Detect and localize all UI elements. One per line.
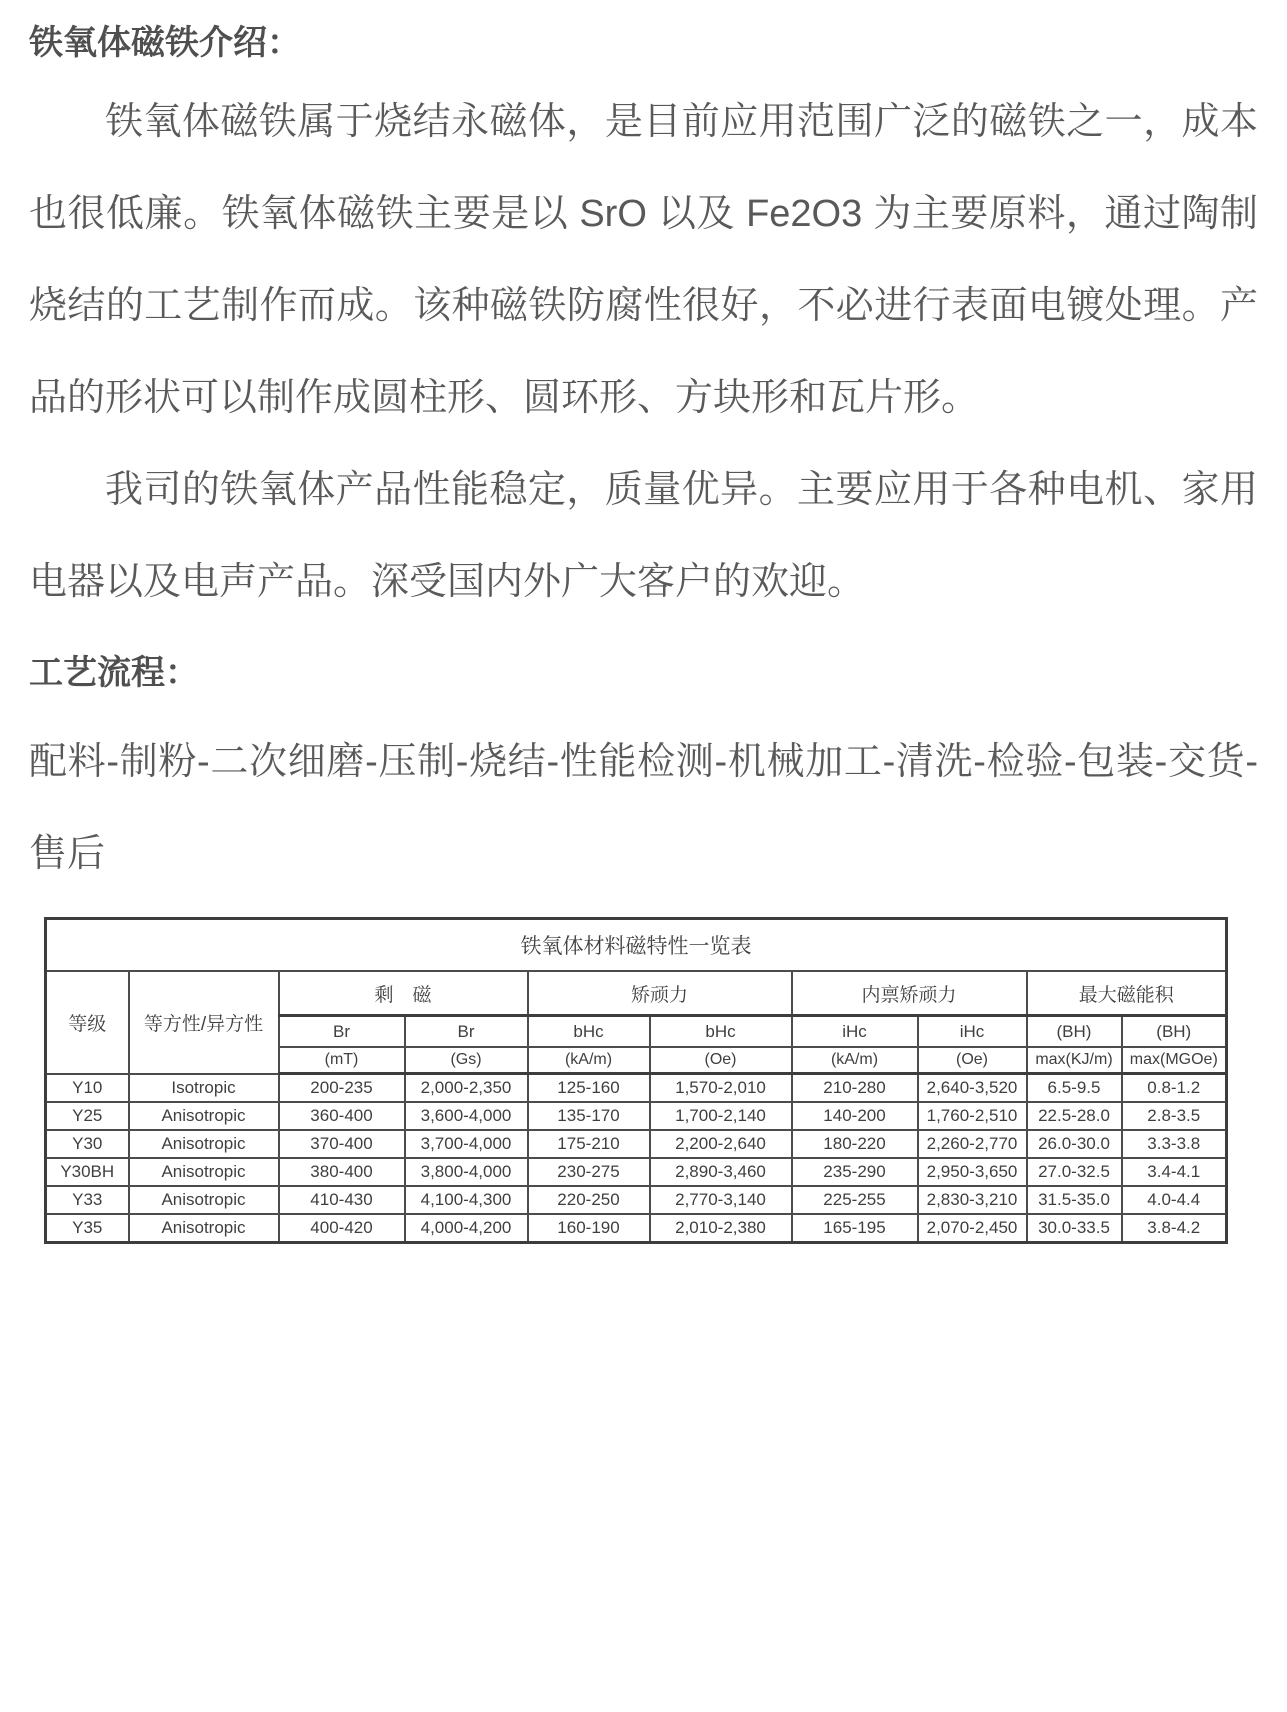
header-unit-maxmgoe: max(MGOe) bbox=[1122, 1047, 1227, 1074]
header-unit-ihc-oe: (Oe) bbox=[918, 1047, 1027, 1074]
table-cell: Y30BH bbox=[46, 1158, 129, 1186]
table-row bbox=[46, 1186, 1227, 1214]
table-cell: 2,260-2,770 bbox=[918, 1130, 1027, 1158]
table-cell: 31.5-35.0 bbox=[1027, 1186, 1122, 1214]
table-cell: Y10 bbox=[46, 1074, 129, 1103]
table-cell: 2,000-2,350 bbox=[405, 1074, 528, 1103]
table-cell: Anisotropic bbox=[129, 1214, 279, 1243]
header-grade: 等级 bbox=[46, 971, 129, 1074]
table-cell: 4,000-4,200 bbox=[405, 1214, 528, 1243]
table-cell: Anisotropic bbox=[129, 1186, 279, 1214]
table-cell: 360-400 bbox=[279, 1102, 405, 1130]
table-cell: 380-400 bbox=[279, 1158, 405, 1186]
table-cell: Y33 bbox=[46, 1186, 129, 1214]
table-cell: 165-195 bbox=[792, 1214, 918, 1243]
table-cell: 2,070-2,450 bbox=[918, 1214, 1027, 1243]
table-cell: 2,770-3,140 bbox=[650, 1186, 792, 1214]
process-flow-text: 配料-制粉-二次细磨-压制-烧结-性能检测-机械加工-清洗-检验-包装-交货-售后 bbox=[29, 741, 1258, 875]
intro-paragraph-1: 铁氧体磁铁属于烧结永磁体，是目前应用范围广泛的磁铁之一，成本也很低廉。铁氧体磁铁主要是以 SrO 以及 Fe2O3 为主要原料，通过陶制烧结的工艺制作而成。该种磁铁防腐性很好，不必进行表面电镀处理。产品的形状可以制作成圆柱形、圆环形、方块形和瓦片形。 bbox=[29, 101, 1258, 419]
process-heading: 工艺流程： bbox=[29, 654, 199, 692]
header-isotropy: 等方性/异方性 bbox=[129, 971, 279, 1074]
magnetic-properties-table bbox=[44, 917, 1228, 1244]
table-row bbox=[46, 1102, 1227, 1130]
header-symbol-ihc-kam: iHc bbox=[792, 1016, 918, 1048]
table-header bbox=[46, 919, 1227, 1074]
table-cell: 0.8-1.2 bbox=[1122, 1074, 1227, 1103]
table-cell: 2,200-2,640 bbox=[650, 1130, 792, 1158]
header-symbol-br-mt: Br bbox=[279, 1016, 405, 1048]
table-cell: 26.0-30.0 bbox=[1027, 1130, 1122, 1158]
header-group-coercivity: 矫顽力 bbox=[528, 971, 792, 1016]
table-cell: 230-275 bbox=[528, 1158, 650, 1186]
table-cell: 2,890-3,460 bbox=[650, 1158, 792, 1186]
header-symbol-bhc-oe: bHc bbox=[650, 1016, 792, 1048]
table-cell: 140-200 bbox=[792, 1102, 918, 1130]
header-group-intrinsic-coercivity: 内禀矫顽力 bbox=[792, 971, 1027, 1016]
table-cell: 400-420 bbox=[279, 1214, 405, 1243]
header-unit-gs: (Gs) bbox=[405, 1047, 528, 1074]
table-cell: Y25 bbox=[46, 1102, 129, 1130]
table-cell: 30.0-33.5 bbox=[1027, 1214, 1122, 1243]
table-cell: 4,100-4,300 bbox=[405, 1186, 528, 1214]
table-cell: Anisotropic bbox=[129, 1158, 279, 1186]
table-cell: 1,760-2,510 bbox=[918, 1102, 1027, 1130]
table-cell: Y30 bbox=[46, 1130, 129, 1158]
table-cell: Anisotropic bbox=[129, 1130, 279, 1158]
table-cell: 3,700-4,000 bbox=[405, 1130, 528, 1158]
table-cell: Anisotropic bbox=[129, 1102, 279, 1130]
header-unit-bhc-oe: (Oe) bbox=[650, 1047, 792, 1074]
header-group-remanence: 剩 磁 bbox=[279, 971, 528, 1016]
table-cell: 3,800-4,000 bbox=[405, 1158, 528, 1186]
header-symbol-br-gs: Br bbox=[405, 1016, 528, 1048]
document-content bbox=[0, 22, 1287, 1244]
table-title-row bbox=[46, 919, 1227, 972]
table-cell: 210-280 bbox=[792, 1074, 918, 1103]
table-cell: 180-220 bbox=[792, 1130, 918, 1158]
header-unit-ihc-kam: (kA/m) bbox=[792, 1047, 918, 1074]
table-cell: 3,600-4,000 bbox=[405, 1102, 528, 1130]
header-symbol-bh-kjm: (BH) bbox=[1027, 1016, 1122, 1048]
header-symbol-bhc-kam: bHc bbox=[528, 1016, 650, 1048]
table-cell: 2.8-3.5 bbox=[1122, 1102, 1227, 1130]
table-row bbox=[46, 1074, 1227, 1103]
document-page bbox=[0, 22, 1287, 1712]
table-cell: 3.4-4.1 bbox=[1122, 1158, 1227, 1186]
table-cell: 200-235 bbox=[279, 1074, 405, 1103]
table-group-header-row bbox=[46, 971, 1227, 1016]
header-unit-mt: (mT) bbox=[279, 1047, 405, 1074]
header-unit-bhc-kam: (kA/m) bbox=[528, 1047, 650, 1074]
table-row bbox=[46, 1158, 1227, 1186]
table-body bbox=[46, 1074, 1227, 1243]
table-cell: 175-210 bbox=[528, 1130, 650, 1158]
table-cell: 225-255 bbox=[792, 1186, 918, 1214]
intro-heading: 铁氧体磁铁介绍： bbox=[29, 24, 301, 62]
table-cell: 4.0-4.4 bbox=[1122, 1186, 1227, 1214]
table-row bbox=[46, 1214, 1227, 1243]
table-cell: 2,640-3,520 bbox=[918, 1074, 1027, 1103]
table-cell: 160-190 bbox=[528, 1214, 650, 1243]
table-cell: 370-400 bbox=[279, 1130, 405, 1158]
header-unit-maxkjm: max(KJ/m) bbox=[1027, 1047, 1122, 1074]
table-cell: Y35 bbox=[46, 1214, 129, 1243]
intro-paragraph-2: 我司的铁氧体产品性能稳定，质量优异。主要应用于各种电机、家用电器以及电声产品。深受国内外广大客户的欢迎。 bbox=[29, 469, 1258, 603]
table-row bbox=[46, 1130, 1227, 1158]
header-group-max-energy-product: 最大磁能积 bbox=[1027, 971, 1227, 1016]
table-cell: 410-430 bbox=[279, 1186, 405, 1214]
table-cell: 2,830-3,210 bbox=[918, 1186, 1027, 1214]
table-cell: 1,570-2,010 bbox=[650, 1074, 792, 1103]
table-cell: 220-250 bbox=[528, 1186, 650, 1214]
table-title: 铁氧体材料磁特性一览表 bbox=[46, 919, 1227, 972]
table-cell: 3.8-4.2 bbox=[1122, 1214, 1227, 1243]
table-cell: 2,010-2,380 bbox=[650, 1214, 792, 1243]
table-cell: 27.0-32.5 bbox=[1027, 1158, 1122, 1186]
table-cell: 3.3-3.8 bbox=[1122, 1130, 1227, 1158]
table-cell: 2,950-3,650 bbox=[918, 1158, 1027, 1186]
table-cell: 6.5-9.5 bbox=[1027, 1074, 1122, 1103]
header-symbol-ihc-oe: iHc bbox=[918, 1016, 1027, 1048]
table-cell: Isotropic bbox=[129, 1074, 279, 1103]
table-cell: 235-290 bbox=[792, 1158, 918, 1186]
table-cell: 125-160 bbox=[528, 1074, 650, 1103]
table-cell: 1,700-2,140 bbox=[650, 1102, 792, 1130]
table-cell: 135-170 bbox=[528, 1102, 650, 1130]
header-symbol-bh-mgoe: (BH) bbox=[1122, 1016, 1227, 1048]
table-cell: 22.5-28.0 bbox=[1027, 1102, 1122, 1130]
